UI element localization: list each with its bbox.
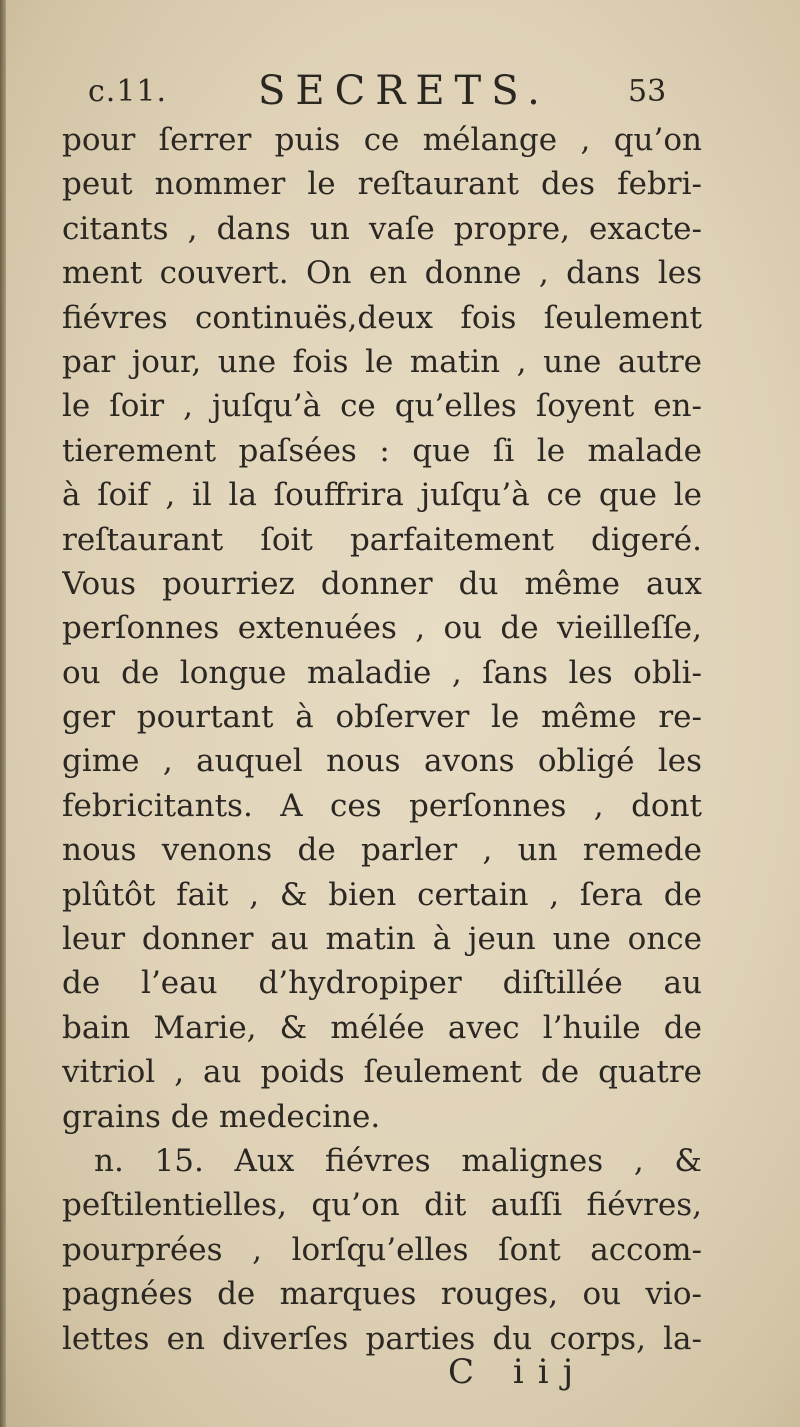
text-line: par jour, une fois le matin , une autre: [62, 343, 702, 380]
text-line: fiévres continuës,deux fois ſeulement: [62, 299, 702, 336]
page-number: 53: [628, 74, 667, 109]
running-title: SECRETS.: [258, 68, 550, 114]
text-line: tierement paſsées : que ſi le malade: [62, 432, 702, 469]
text-line: de l’eau d’hydropiper diſtillée au: [62, 965, 702, 1002]
text-line: vitriol , au poids ſeulement de quatre: [62, 1054, 702, 1091]
text-line: peſtilentielles, qu’on dit auſſi fiévres,: [62, 1187, 702, 1224]
text-line: ou de longue maladie , ſans les obli-: [62, 654, 702, 691]
page-gutter-shadow: [0, 0, 6, 1427]
paragraph-start-line: n. 15. Aux fiévres malignes , &: [94, 1142, 702, 1179]
text-line: pagnées de marques rouges, ou vio-: [62, 1276, 702, 1313]
text-line: bain Marie, & mélée avec l’huile de: [62, 1009, 702, 1046]
text-line: Vous pourriez donner du même aux: [62, 565, 702, 602]
body-text: [62, 118, 702, 1361]
text-line: citants , dans un vaſe propre, exacte-: [62, 210, 702, 247]
text-line: pour ſerrer puis ce mélange , qu’on: [62, 122, 702, 158]
text-line: nous venons de parler , un remede: [62, 832, 702, 869]
text-line: ger pourtant à obſerver le même re-: [62, 699, 702, 736]
text-line: lettes en diverſes parties du corps, la-: [62, 1320, 702, 1357]
text-line: reſtaurant ſoit parfaitement digeré.: [62, 521, 702, 558]
text-line: pourprées , lorſqu’elles ſont accom-: [62, 1231, 702, 1268]
chapter-reference: c.11.: [88, 74, 168, 109]
text-line: gime , auquel nous avons obligé les: [62, 743, 702, 780]
text-line: peut nommer le reſtaurant des febri-: [62, 166, 702, 203]
text-line: grains de medecine.: [62, 1098, 381, 1135]
text-line: ment couvert. On en donne , dans les: [62, 255, 702, 292]
text-line: perſonnes extenuées , ou de vieilleſſe,: [62, 610, 702, 647]
text-line: plûtôt fait , & bien certain , ſera de: [62, 876, 702, 913]
text-line: leur donner au matin à jeun une once: [62, 921, 702, 958]
text-line: le ſoir , juſqu’à ce qu’elles ſoyent en-: [62, 388, 702, 425]
signature-mark: C iij: [448, 1352, 588, 1392]
text-line: febricitants. A ces perſonnes , dont: [62, 787, 702, 824]
text-line: à ſoif , il la ſouffrira juſqu’à ce que le: [62, 477, 702, 514]
running-header: [0, 68, 800, 118]
